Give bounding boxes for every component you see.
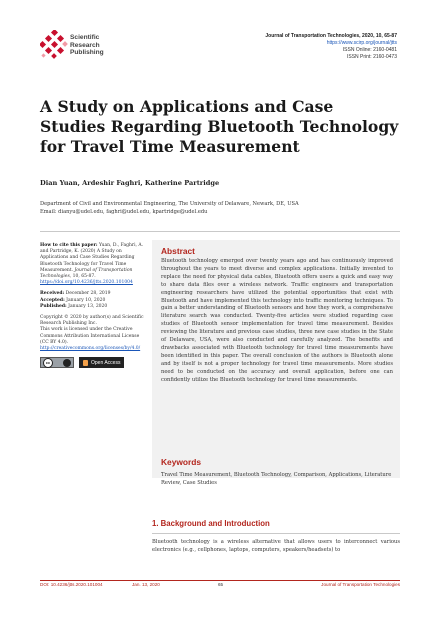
cite-pages: 10, 65-87.: [72, 274, 96, 280]
section-heading: 1. Background and Introduction: [152, 519, 270, 528]
paper-authors: Dian Yuan, Ardeshir Faghri, Katherine Partridge: [40, 179, 220, 187]
journal-name: Journal of Transportation Technologies, 2020, 10, 65-87: [265, 33, 397, 39]
article-info-sidebar: [40, 243, 146, 368]
publisher-name-line: Scientific: [70, 34, 100, 41]
email-text: Email: dianyu@udel.edu, faghri@udel.edu, kpartridge@udel.edu: [40, 209, 208, 216]
published-label: Published:: [40, 303, 67, 309]
cite-text: Yuan, D., Faghri, A. and Partridge, K. (2020) A Study on Applications and Case Studies Regarding Bluetooth Technology for Travel Time Measurement.: [40, 243, 144, 273]
footer-divider: [40, 580, 400, 581]
footer-journal: Journal of Transportation Technologies: [321, 582, 400, 587]
publisher-name-line: Research: [70, 41, 100, 49]
section-divider: [152, 533, 400, 534]
accepted-label: Accepted:: [40, 297, 65, 303]
publisher-name-line: Publishing: [70, 49, 104, 57]
cite-doi-link[interactable]: https://doi.org/10.4236/jtts.2020.101004: [40, 280, 133, 286]
author-affiliation: [40, 200, 299, 216]
open-lock-icon: [83, 360, 88, 366]
received-date: December 28, 2019: [65, 291, 111, 297]
footer-doi: DOI: 10.4236/jtts.2020.101004: [40, 582, 103, 587]
dates-block: [40, 291, 146, 310]
issn-print: ISSN Print: 2160-0473: [346, 54, 397, 60]
issn-online: ISSN Online: 2160-0481: [342, 47, 397, 53]
cc-by-badge-icon[interactable]: [40, 357, 74, 368]
by-icon: [63, 359, 71, 367]
license-link[interactable]: http://creativecommons.org/licenses/by/4.0/: [40, 346, 141, 352]
received-label: Received:: [40, 291, 65, 297]
journal-url-link[interactable]: https://www.scirp.org/journal/jtts: [326, 40, 397, 46]
accepted-date: January 10, 2020: [66, 297, 106, 303]
license-text: This work is licensed under the Creative Commons Attribution International License (CC BY 4.0).: [40, 327, 140, 345]
citation-block: [40, 243, 146, 286]
scirp-logo-icon: [40, 30, 68, 60]
footer-date: Jan. 13, 2020: [132, 582, 160, 587]
license-badges: [40, 357, 146, 368]
affiliation-text: Department of Civil and Environmental Engineering, The University of Delaware, Newark, DE, USA: [40, 201, 299, 207]
section-body-text: Bluetooth technology is a wireless alternative that allows users to interconnect various electronics (e.g., cellphones, laptops, computers, speakers/headsets) to: [152, 539, 400, 553]
footer-page-number: 65: [218, 582, 224, 587]
keywords-text: Travel Time Measurement, Bluetooth Technology, Comparison, Applications, Literature Review, Case Studies: [161, 472, 392, 486]
paper-title: A Study on Applications and Case Studies Regarding Bluetooth Technology for Travel Time Measurement: [40, 97, 399, 156]
open-access-label: Open Access: [91, 359, 121, 366]
open-access-badge[interactable]: [79, 357, 124, 368]
cite-label: How to cite this paper:: [40, 243, 98, 248]
copyright-block: [40, 315, 146, 352]
abstract-heading: Abstract: [161, 246, 195, 256]
divider: [40, 231, 400, 232]
cc-icon: cc: [43, 358, 53, 368]
published-date: January 13, 2020: [68, 303, 108, 309]
cite-journal: Journal of Transportation Technologies,: [40, 267, 133, 280]
journal-info: [265, 33, 397, 61]
abstract-text: Bluetooth technology emerged over twenty years ago and has continuously improved throughout the years to meet diverse and complex applications. Initially invented to replace the need for physical data cables, Bluetooth offers users a quick and easy way to share data files over a wireless network. Traffic engineers and transportation engineering researchers have utilized the potential opportunities that exist with Bluetooth and have implemented this technology into traffic monitoring techniques. To gain a better understanding of Bluetooth sensors and how they work, a comprehensive literature search was conducted. Twenty-five articles were studied regarding case studies of Bluetooth sensor implementation for travel time measurement. Besides reviewing the literature and previous case studies, three new case studies in the State of Delaware, USA, were also conducted and carefully analyzed. The benefits and drawbacks associated with Bluetooth technology for travel time measurements have been identified in this paper. The overall conclusion of the authors is Bluetooth alone and by itself is not a proper technology for travel time measurements. More studies need to be conducted on the accuracy and overall application, before one can confidently utilize the Bluetooth technology for travel time measurements.: [161, 258, 393, 383]
copyright-text: Copyright © 2020 by author(s) and Scientific Research Publishing Inc.: [40, 315, 144, 327]
publisher-name: [70, 34, 104, 57]
keywords-heading: Keywords: [161, 457, 202, 467]
